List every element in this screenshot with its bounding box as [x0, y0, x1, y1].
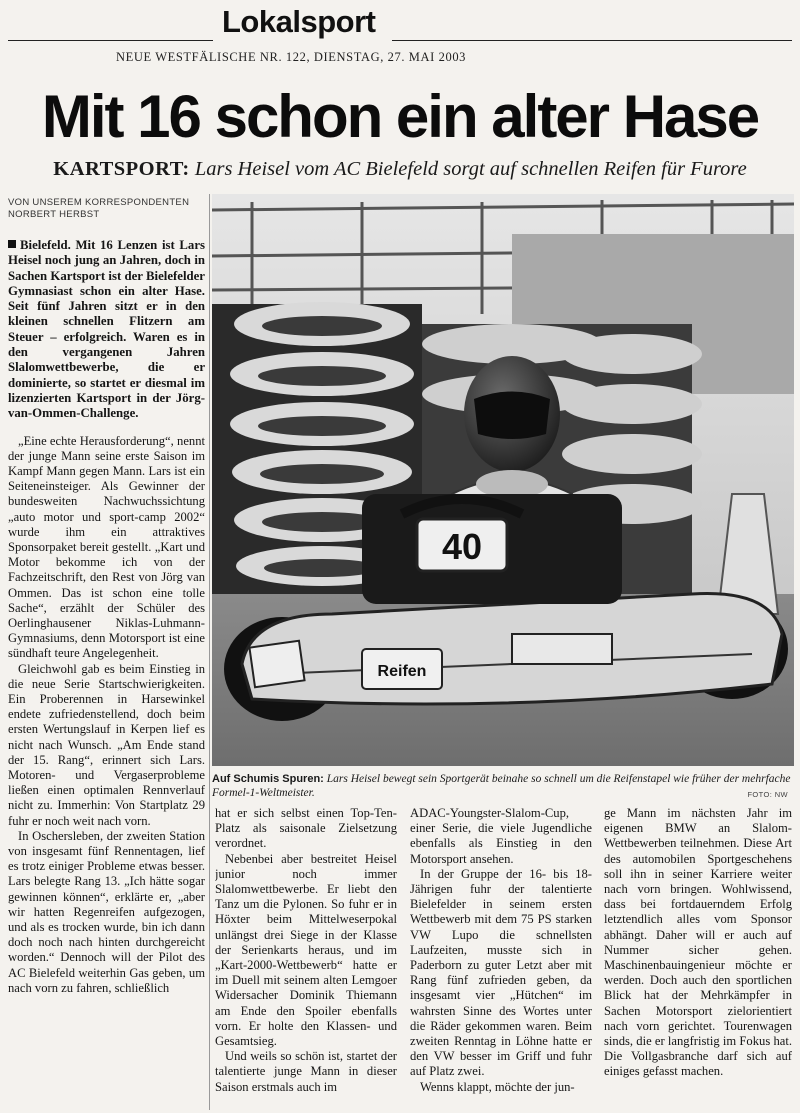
subhead-deck: Lars Heisel vom AC Bielefeld sorgt auf schnellen Reifen für Furore — [194, 158, 747, 180]
kart-number: 40 — [441, 526, 483, 567]
paragraph: Gleichwohl gab es beim Einstieg in die neue Serie Startschwierigkeiten. Ein Proberennen in Harsewinkel endete zufriedenstellend, doch beim ersten Wertungslauf in Kerpen lief es nicht nach Wunsch. „Am Ende stand der 15. Rang“, erinnert sich Lars. Motoren- und Vergaserprobleme ließen einen optimalen Rennverlauf nicht zu. Immerhin: Von Startplatz 29 fuhr er noch weit nach vorn. — [8, 661, 205, 828]
headline: Mit 16 schon ein alter Hase — [41, 83, 759, 150]
lead-square-icon — [8, 240, 16, 248]
paragraph: In Oschersleben, der zweiten Station von insgesamt fünf Rennentagen, lief es trotz einiger Probleme etwas besser. Lars belegte Rang 13. „Ich hätte sogar gewinnen können“, erklärte er, „aber wir hatten Regenreifen aufgezogen, und als es trocken wurde, bin ich dann doch noch nach hinten durchgereicht worden.“ Dennoch will der Pilot des AC Bielefeld weiterhin Gas geben, um nach vorn zu fahren, schließlich — [8, 828, 205, 995]
paragraph: hat er sich selbst einen Top-Ten-Platz als saisonale Zielsetzung verordnet. — [215, 806, 397, 851]
section-title: Lokalsport — [222, 4, 376, 39]
photo-caption — [212, 772, 794, 800]
byline — [8, 197, 208, 221]
kart-illustration — [212, 194, 794, 766]
lead-paragraph — [8, 238, 205, 422]
subheadline — [0, 158, 800, 181]
helmet-visor — [474, 392, 550, 440]
article-column-3 — [410, 806, 592, 1111]
byline-author: NORBERT HERBST — [8, 209, 100, 220]
sponsor-decal-text: Reifen — [377, 663, 427, 680]
photo-credit: FOTO: NW — [747, 790, 788, 799]
article-column-1 — [8, 238, 205, 1110]
paragraph: ADAC-Youngster-Slalom-Cup, einer Serie, die viele Jugendliche ebenfalls als Einstieg in den Motorsport ansehen. — [410, 806, 592, 866]
paragraph: In der Gruppe der 16- bis 18-Jährigen fuhr der talentierte Bielefelder in seinem ersten Wettbewerb mit dem 75 PS starken VW Lupo die schnellsten Laufzeiten, musste sich in Paderborn zu guter Letzt aber mit Rang fünf zufrieden geben, da insgesamt vier „Hütchen“ im wahrsten Sinne des Wortes unter die Räder gekommen waren. Beim zweiten Renntag in Löhne hatte er den VW besser im Griff und fuhr auf Platz zwei. — [410, 866, 592, 1079]
lead-text: Bielefeld. Mit 16 Lenzen ist Lars Heisel noch jung an Jahren, doch in Sachen Kartsport ist der Bielefelder Gymnasiast schon ein alter Hase. Seit fünf Jahren sitzt er in den kleinen schnellen Flitzern am Steuer – erfolgreich. Waren es in den vergangenen Jahren Slalomwettbewerbe, die er dominierte, so startet er diesmal im lizenzierten Kartsport in der Jörg-van-Ommen-Challenge. — [8, 238, 205, 421]
paragraph: ge Mann im nächsten Jahr im eigenen BMW an Slalom-Wettbewerben teilnehmen. Diese Art des automobilen Sportgeschehens soll ihn in seiner Karriere weiter nach vorn bringen. Wohlwissend, dass bei fortdauerndem Erfolg letztendlich alles vom Sponsor abhängt. Daher will er auch auf Nummer sicher gehen. Maschinenbauingenieur möchte er werden. Doch auch den sportlichen Blick hat der Mehrkämpfer in Sachen Motorsport zielorientiert nach vorn gerichtet. Tourenwagen sinds, die er langfristig im Fokus hat. Die Vollgasbranche darf sich auf einiges gefasst machen. — [604, 806, 792, 1079]
subhead-kicker: KARTSPORT: — [53, 158, 190, 180]
header-rule-right — [392, 40, 792, 41]
caption-label: Auf Schumis Spuren: — [212, 773, 324, 785]
header-rule-left — [8, 40, 213, 41]
dateline: NEUE WESTFÄLISCHE NR. 122, DIENSTAG, 27. MAI 2003 — [116, 50, 467, 64]
race-photo — [212, 194, 794, 766]
byline-role: VON UNSEREM KORRESPONDENTEN — [8, 197, 190, 208]
paragraph: „Eine echte Herausforderung“, nennt der junge Mann seine erste Saison im Kampf Mann gegen Mann. Lars ist ein Seiteneinsteiger. Als Gewinner der bundesweiten Nachwuchssichtung „auto motor und sport-camp 2002“ wurde ihm ein attraktives Sponsorpaket bereit gestellt. „Kart und Motor bekomme ich von der Fachzeitschrift, den Rest von Jörg van Ommen. Das ist schon eine tolle Sache“, erzählt der Schüler des Oerlinghausener Niklas-Luhmann-Gymnasiums, denn Motorsport ist eine sündhaft teure Angelegenheit. — [8, 433, 205, 661]
paragraph: Nebenbei aber bestreitet Heisel junior noch immer Slalomwettbewerbe. Er liebt den Tanz um die Pylonen. So fuhr er in Höxter beim Mittelweserpokal unlängst drei Siege in der Klasse der Serienkarts heraus, und im „Kart-2000-Wettbewerb“ hatte er im Duell mit seinem alten Lemgoer Widersacher Dominik Thiemann am Ende den Spoiler ebenfalls vorn. Er holte den Klassen- und Gesamtsieg. — [215, 851, 397, 1049]
article-column-4 — [604, 806, 792, 1111]
caption-text: Lars Heisel bewegt sein Sportgerät beinahe so schnell um die Reifenstapel wie früher der mehrfache Formel-1-Weltmeister. — [212, 773, 791, 799]
paragraph: Und weils so schön ist, startet der talentierte junge Mann in dieser Saison erstmals auch im — [215, 1049, 397, 1094]
column-divider — [209, 194, 210, 1110]
paragraph: Wenns klappt, möchte der jun- — [420, 1079, 575, 1094]
article-column-2 — [215, 806, 397, 1111]
